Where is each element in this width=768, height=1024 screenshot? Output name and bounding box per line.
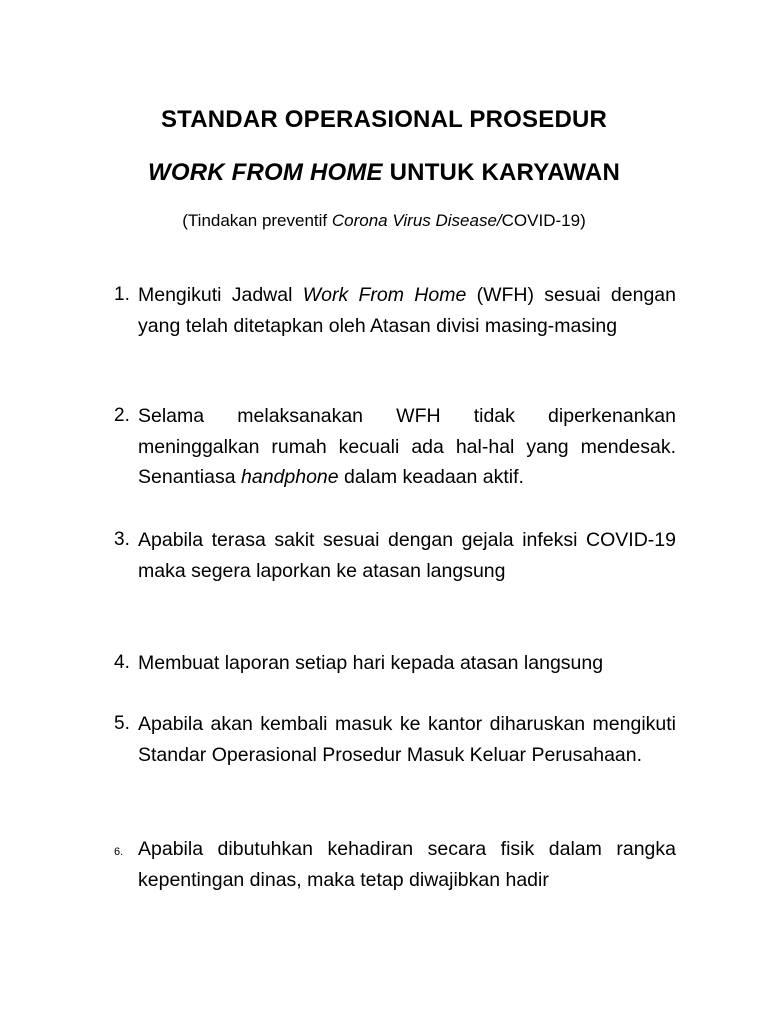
list-item-number: 1. xyxy=(114,284,130,305)
subtitle-italic: Corona Virus Disease/ xyxy=(331,211,502,230)
subtitle-suffix: COVID-19) xyxy=(501,211,586,230)
list-item-number: 5. xyxy=(114,713,130,734)
document-subheading xyxy=(0,159,768,187)
list-item-text xyxy=(138,280,676,341)
list-item-text xyxy=(138,401,676,493)
list-item-number: 2. xyxy=(114,405,130,426)
text-segment: Selama melaksanakan WFH tidak diperkenankan meninggalkan rumah kecuali ada hal-hal yang mendesak. Senantiasa xyxy=(138,405,676,488)
list-item-number: 4. xyxy=(114,652,130,673)
list-item-text: Apabila terasa sakit sesuai dengan gejala infeksi COVID-19 maka segera laporkan ke atasan langsung xyxy=(138,529,676,582)
list-item xyxy=(114,709,676,770)
text-segment: Mengikuti Jadwal xyxy=(138,284,303,306)
document-subtitle xyxy=(0,211,768,231)
list-item-text: Membuat laporan setiap hari kepada atasan langsung xyxy=(138,652,604,674)
text-segment: dalam keadaan aktif. xyxy=(338,466,524,488)
list-item-number: 3. xyxy=(114,529,130,550)
list-item xyxy=(114,280,676,341)
list-item-text: Apabila akan kembali masuk ke kantor diharuskan mengikuti Standar Operasional Prosedur Masuk Keluar Perusahaan. xyxy=(138,713,676,766)
subheading-italic: WORK FROM HOME xyxy=(147,159,383,186)
text-italic-segment: handphone xyxy=(241,466,339,488)
text-italic-segment: Work From Home xyxy=(302,284,467,306)
list-item xyxy=(114,401,676,493)
list-item xyxy=(114,648,676,679)
subheading-rest: UNTUK KARYAWAN xyxy=(382,159,620,186)
list-item xyxy=(114,525,676,586)
text-segment: (WFH) sesuai dengan yang telah ditetapkan oleh Atasan divisi masing-masing xyxy=(138,284,676,337)
list-item-number: 6. xyxy=(114,846,124,858)
subtitle-prefix: (Tindakan preventif xyxy=(182,211,332,230)
list-item xyxy=(114,834,676,895)
document-title: STANDAR OPERASIONAL PROSEDUR xyxy=(160,106,608,133)
list-item-text: Apabila dibutuhkan kehadiran secara fisik dalam rangka kepentingan dinas, maka tetap diwajibkan hadir xyxy=(138,838,676,891)
